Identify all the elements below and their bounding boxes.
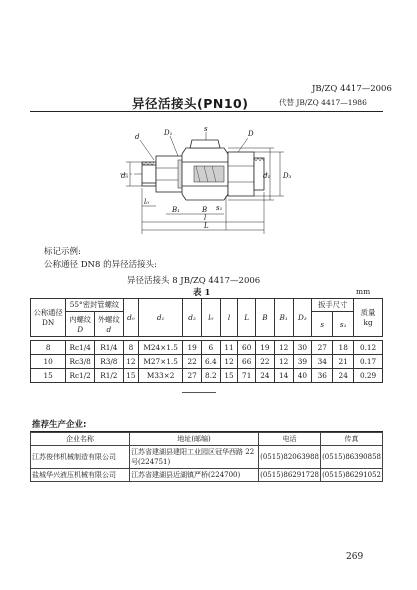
label-s1: s₁	[216, 204, 223, 212]
union-body	[228, 152, 264, 196]
table-cell: Rc1/2	[66, 369, 95, 383]
manufacturer-row	[31, 446, 383, 469]
table-cell: 15	[220, 369, 238, 383]
header-internal: 内螺纹 D	[66, 312, 95, 337]
replaces-standard: 代替 JB/ZQ 4417—1986	[279, 98, 367, 107]
table-cell: 12	[220, 355, 238, 369]
manufacturers-title: 推荐生产企业:	[32, 420, 87, 430]
mfr-header-name: 企业名称	[31, 433, 130, 446]
table-cell: 8	[31, 341, 66, 355]
table-cell: 71	[238, 369, 256, 383]
table-row	[31, 341, 383, 355]
table-cell: R1/4	[94, 341, 123, 355]
spec-table	[30, 298, 383, 383]
table-cell: 6.4	[201, 355, 220, 369]
manufacturer-cell: (0515)86291728	[259, 469, 321, 482]
label-l0: l₀	[144, 198, 150, 206]
header-s1: s₁	[333, 312, 354, 337]
label-D3: D₃	[283, 172, 292, 180]
label-B1: B₁	[172, 206, 180, 214]
table-cell: 15	[31, 369, 66, 383]
table-cell: Rc3/8	[66, 355, 95, 369]
header-l: l	[220, 299, 238, 337]
label-d: d	[135, 133, 140, 141]
header-l0: l₀	[201, 299, 220, 337]
mfr-header-fax: 传真	[321, 433, 383, 446]
table-cell: 34	[312, 355, 333, 369]
table-cell: 66	[238, 355, 256, 369]
manufacturers-table	[30, 432, 383, 482]
manufacturer-cell: 江苏省建湖县建阳工业园区冠华西路 22 号(224751)	[130, 446, 259, 469]
table-cell: M24×1.5	[139, 341, 183, 355]
header-B: B	[256, 299, 275, 337]
page-title: 异径活接头(PN10)	[132, 96, 249, 111]
header-D3: D₃	[293, 299, 312, 337]
table-cell: 12	[123, 355, 138, 369]
label-D: D	[248, 130, 254, 138]
header-s: s	[312, 312, 333, 337]
table-row	[31, 369, 383, 383]
table-cell: 19	[183, 341, 202, 355]
header-d0: d₀	[123, 299, 138, 337]
label-l: l	[204, 214, 207, 222]
table-cell: 8	[123, 341, 138, 355]
manufacturer-cell: (0515)82063988	[259, 446, 321, 469]
table-cell: R3/8	[94, 355, 123, 369]
label-D1: D₁	[164, 129, 173, 137]
table-cell: 40	[293, 369, 312, 383]
header-thread-group: 55°密封管螺纹	[66, 299, 123, 312]
label-d0: d₀	[121, 172, 129, 180]
manufacturer-cell: (0515)86291052	[321, 469, 383, 482]
manufacturer-cell: 盐城华兴液压机械有限公司	[31, 469, 130, 482]
table-cell: 0.17	[354, 355, 383, 369]
table-end-rule	[182, 392, 216, 393]
label-L: L	[204, 222, 209, 230]
manufacturers-header-row	[31, 433, 383, 446]
table-cell: 6	[201, 341, 220, 355]
table-cell: 12	[274, 355, 293, 369]
manufacturer-cell: 江苏省建湖县近湖镇严桥(224700)	[130, 469, 259, 482]
manufacturer-cell: 江苏俊伟机械制造有限公司	[31, 446, 130, 469]
table-cell: 24	[256, 369, 275, 383]
table-cell: 21	[333, 355, 354, 369]
table-cell: 22	[183, 355, 202, 369]
union-nut	[182, 140, 228, 200]
table-cell: 12	[274, 341, 293, 355]
table-cell: R1/2	[94, 369, 123, 383]
table-cell: 18	[333, 341, 354, 355]
header-d1: d₁	[139, 299, 183, 337]
table-cell: 15	[123, 369, 138, 383]
table-cell: 27	[183, 369, 202, 383]
table-cell: 27	[312, 341, 333, 355]
example-text: 公称通径 DN8 的异径活接头:	[44, 260, 157, 270]
table-cell: 60	[238, 341, 256, 355]
tail-piece	[156, 156, 186, 192]
table-cell: M27×1.5	[139, 355, 183, 369]
header-external: 外螺纹 d	[94, 312, 123, 337]
table-unit: mm	[356, 287, 371, 296]
spec-body	[31, 341, 383, 383]
mfr-header-phone: 电话	[259, 433, 321, 446]
header-row-1	[31, 299, 383, 312]
label-s: s	[204, 126, 208, 133]
table-cell: 22	[256, 355, 275, 369]
label-B: B	[202, 206, 208, 214]
table-cell: 30	[293, 341, 312, 355]
manufacturers-body	[31, 446, 383, 482]
left-thread-end	[142, 162, 156, 186]
label-d1: d₁	[263, 172, 271, 180]
header-B1: B₁	[274, 299, 293, 337]
table-cell: 10	[31, 355, 66, 369]
table-cell: 36	[312, 369, 333, 383]
manufacturer-cell: (0515)86390858	[321, 446, 383, 469]
table-cell: 14	[274, 369, 293, 383]
standard-number: JB/ZQ 4417—2006	[312, 84, 392, 94]
header-dn: 公称通径 DN	[31, 299, 66, 337]
table-cell: Rc1/4	[66, 341, 95, 355]
header-L: L	[238, 299, 256, 337]
table-cell: 11	[220, 341, 238, 355]
table-cell: 0.29	[354, 369, 383, 383]
table-cell: M33×2	[139, 369, 183, 383]
table-cell: 19	[256, 341, 275, 355]
table-cell: 0.12	[354, 341, 383, 355]
manufacturer-row	[31, 469, 383, 482]
example-marking: 异径活接头 8 JB/ZQ 4417—2006	[127, 276, 261, 286]
header-d2: d₂	[183, 299, 202, 337]
header-wrench: 扳手尺寸	[312, 299, 354, 312]
union-drawing	[120, 126, 300, 238]
table-row	[31, 355, 383, 369]
table-cell: 8.2	[201, 369, 220, 383]
table-cell: 24	[333, 369, 354, 383]
table-cell: 39	[293, 355, 312, 369]
header-mass: 质量 kg	[354, 299, 383, 337]
mfr-header-address: 地址(邮编)	[130, 433, 259, 446]
table-caption: 表 1	[193, 288, 211, 298]
header-rule	[30, 111, 383, 112]
page-number: 269	[346, 552, 364, 562]
example-heading: 标记示例:	[44, 247, 81, 257]
